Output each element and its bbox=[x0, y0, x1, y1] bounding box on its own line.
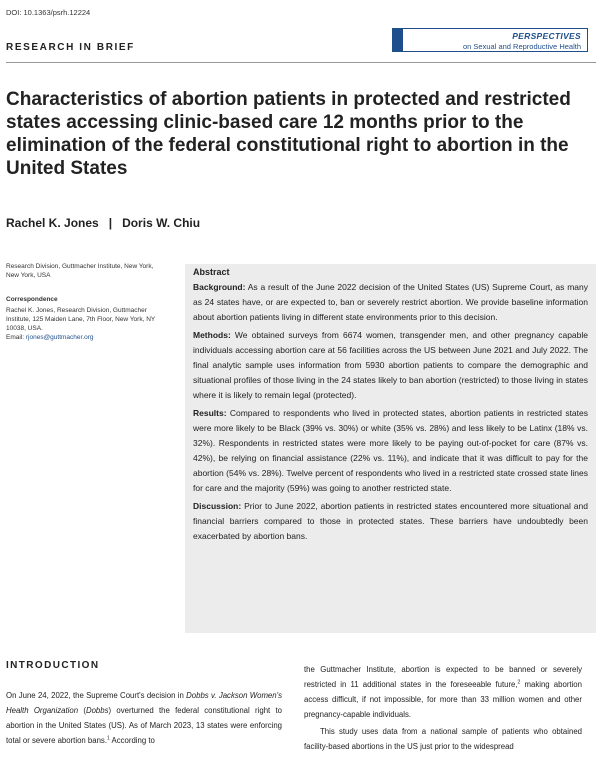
abstract-discussion bbox=[193, 499, 588, 544]
intro-text: According to bbox=[109, 736, 155, 745]
intro-paragraph-2 bbox=[304, 662, 582, 722]
intro-text: ) overturned the federal constitutional right to abortion in the United States (US). As of March 2023, 13 states were enforcing total or severe abortion bans. bbox=[6, 706, 283, 745]
intro-text: ( bbox=[78, 706, 86, 715]
abstract-box bbox=[185, 264, 596, 633]
body-column-left bbox=[6, 688, 282, 748]
intro-text: making abortion access difficult, if not impossible, for more than 33 million women and other pregnancy-capable individuals. bbox=[304, 680, 582, 719]
intro-text: On June 24, 2022, the Supreme Court's decision in bbox=[6, 691, 187, 700]
discussion-text: Prior to June 2022, abortion patients in restricted states encountered more situational and financial barriers compared to those in protected states. These barriers have undoubtedly been exacerbated by abortion bans. bbox=[193, 501, 588, 541]
journal-logo bbox=[392, 28, 588, 52]
case-name: Dobbs v. Jackson Women's Health Organization bbox=[6, 691, 282, 715]
correspondence-heading: Correspondence bbox=[6, 296, 58, 303]
intro-text: the Guttmacher Institute, abortion is expected to be banned or severely restricted in 11 additional states in the foreseeable future, bbox=[304, 665, 582, 689]
header-divider bbox=[6, 62, 596, 63]
discussion-label: Discussion: bbox=[193, 501, 242, 511]
intro-paragraph-3: This study uses data from a national sample of patients who obtained facility-based abortions in the US just prior to the widespread bbox=[304, 727, 582, 751]
introduction-heading: INTRODUCTION bbox=[6, 660, 100, 671]
author-list: Rachel K. Jones | Doris W. Chiu bbox=[6, 216, 201, 230]
doi: DOI: 10.1363/psrh.12224 bbox=[6, 8, 91, 17]
correspondence-address: Rachel K. Jones, Research Division, Guttmacher Institute, 125 Maiden Lane, 7th Floor, New York, NY 10038, USA. bbox=[6, 307, 156, 332]
journal-name: PERSPECTIVES bbox=[512, 31, 581, 41]
journal-logo-bar bbox=[393, 29, 403, 51]
abstract-heading: Abstract bbox=[193, 267, 230, 277]
email-label: Email: bbox=[6, 334, 26, 341]
section-label: RESEARCH IN BRIEF bbox=[6, 42, 135, 53]
reference-link[interactable]: 1 bbox=[107, 735, 110, 742]
correspondence bbox=[6, 306, 156, 342]
intro-paragraph-1 bbox=[6, 688, 282, 748]
body-column-right bbox=[304, 662, 582, 754]
case-short-name: Dobbs bbox=[85, 706, 109, 715]
article-title: Characteristics of abortion patients in protected and restricted states accessing clinic-based care 12 months prior to the elimination of the federal constitutional right to abortion in the United States bbox=[6, 89, 571, 179]
abstract-background bbox=[193, 280, 588, 325]
background-label: Background: bbox=[193, 282, 246, 292]
results-label: Results: bbox=[193, 408, 227, 418]
results-text: Compared to respondents who lived in protected states, abortion patients in restricted states were more likely to be Black (39% vs. 30%) or white (35% vs. 28%) and less likely to be Latinx (18% vs. 32%). Respondents in restricted states were more likely to be paying out-of-pocket for care (87% vs. 42%), be relying on financial assistance (22% vs. 11%), and indicate that it was difficult to pay for the abortion (54% vs. 28%). Twelve percent of respondents who lived in a restricted state crossed state lines for care and the majority (59%) was going to another restricted state. bbox=[193, 408, 588, 493]
background-text: As a result of the June 2022 decision of the United States (US) Supreme Court, as many as 24 states have, or are expected to, ban or severely restrict abortion. We provide baseline information about abortion patients living in different state environments prior to this decision. bbox=[193, 282, 588, 322]
abstract-methods bbox=[193, 328, 588, 403]
journal-subtitle: on Sexual and Reproductive Health bbox=[463, 42, 581, 51]
abstract-results bbox=[193, 406, 588, 496]
methods-label: Methods: bbox=[193, 330, 231, 340]
email-link[interactable]: rjones@guttmacher.org bbox=[25, 334, 94, 341]
affiliation: Research Division, Guttmacher Institute, New York, New York, USA bbox=[6, 263, 154, 279]
methods-text: We obtained surveys from 6674 women, transgender men, and other pregnancy capable individuals accessing abortion care at 56 facilities across the US between June 2021 and July 2022. The final analytic sample uses information from 5930 abortion patients to compare the demographic and situational profiles of those living in the 24 states likely to ban abortion (restricted) to those living in states where it is likely to remain legal (protected). bbox=[193, 330, 588, 400]
reference-link[interactable]: 2 bbox=[517, 679, 521, 686]
